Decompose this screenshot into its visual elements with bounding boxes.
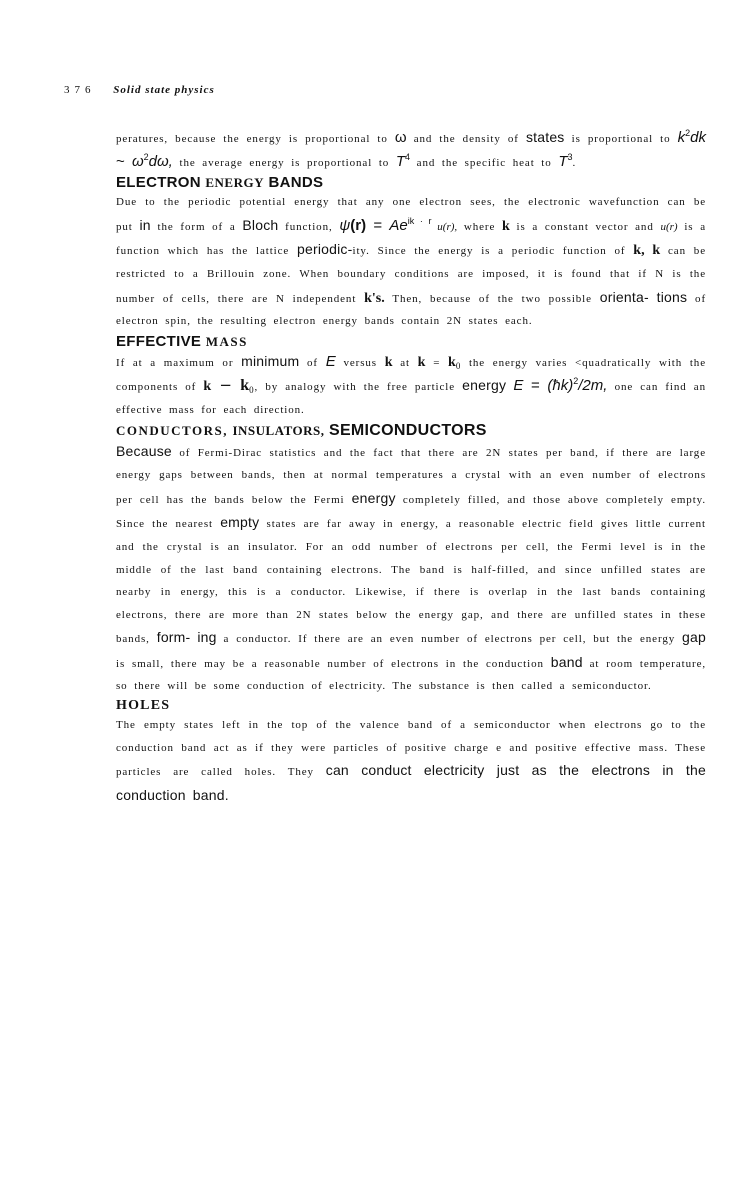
paragraph-electron-energy-bands: Due to the periodic potential energy that any one electron sees, the electronic wavefunction can be put in the form of a Bloch function, $\psi(r) = Ae^{ik \cdot r}$ u(r), where k is a constant vector and u(r) is a function which has the lattice periodic-ity. Since the energy is a periodic function of k, k can be restricted to a Brillouin zone. When boundary conditions are imposed, it is found that if N is the number of cells, there are N independent k's. Then, because of the two possible orienta- tions of electron spin, the resulting electron energy bands contain 2N states each. [116, 196, 707, 328]
paragraph-effective-mass: If at a maximum or minimum of E versus k at $k = k_0$ the energy varies <quadratically with the components of $k - k_0$, by analogy with the free particle energy E = (ħk)$^2$/2m, one can find an effective mass for each direction. [116, 352, 706, 416]
heading-conductors-insulators-semiconductors: CONDUCTORS, INSULATORS, SEMICONDUCTORS [116, 421, 487, 439]
heading-holes: HOLES [116, 698, 171, 714]
paragraph-holes: The empty states left in the top of the valence band of a semiconductor when electrons go to the conduction band act as if they were particles of positive charge e and positive effective mass. These particles are called holes. They can conduct electricity just as the electrons in the conduction band. [116, 719, 706, 803]
page-number: 376 [64, 84, 96, 96]
heading-effective-mass: EFFECTIVE MASS [116, 332, 248, 350]
paragraph-conductors: Because of Fermi-Dirac statistics and the fact that there are 2N states per band, if there are large energy gaps between bands, then at normal temperatures a crystal with an even number of electrons per cell has the bands below the Fermi energy completely filled, and those above completely empty. Since the nearest empty states are far away in energy, a reasonable electric field gives little current and the crystal is an insulator. For an odd number of electrons per cell, the Fermi level is in the middle of the last band containing electrons. The band is half-filled, and since unfilled states are nearby in energy, this is a conductor. Likewise, if there is overlap in the last bands containing electrons, there are more than 2N states below the energy gap, and there are unfilled states in these bands, form- ing a conductor. If there are an even number of electrons per cell, but the energy gap is small, there may be a reasonable number of electrons in the conduction band at room temperature, so there will be some conduction of electricity. The substance is then called a semiconductor. [116, 442, 707, 693]
book-title: Solid state physics [113, 84, 215, 96]
page-content [116, 126, 706, 808]
intro-paragraph: peratures, because the energy is proportional to ω and the density of states is proportional to $k^2dk$ ~ $\omega^2d\omega$, the average energy is proportional to $T^4$ and the specific heat to $T^3$. [116, 128, 706, 170]
heading-electron-energy-bands: ELECTRON ENERGY BANDS [116, 174, 324, 192]
running-head [64, 84, 215, 96]
